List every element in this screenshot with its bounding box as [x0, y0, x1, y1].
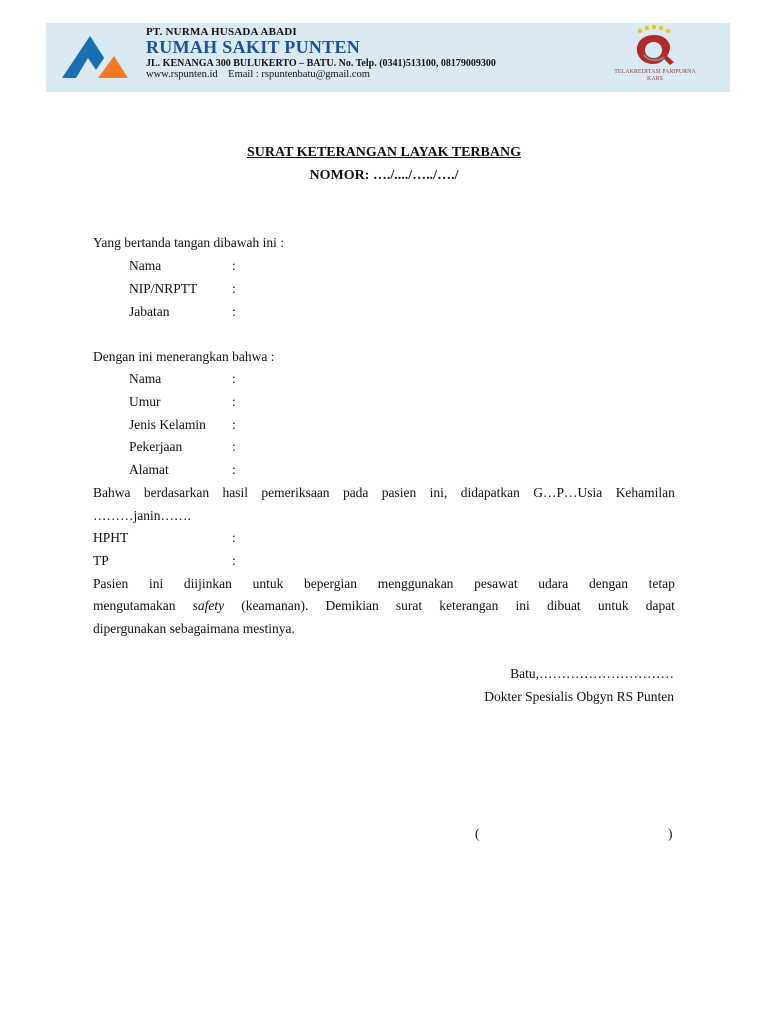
permit-line-3: dipergunakan sebagaimana mestinya.: [93, 621, 295, 636]
colon: :: [232, 439, 236, 454]
colon: :: [232, 304, 236, 319]
patient-intro: Dengan ini menerangkan bahwa :: [93, 349, 275, 364]
exam-line-1: [93, 485, 675, 501]
signer-nip-label: NIP/NRPTT: [129, 281, 198, 296]
exam-text: [93, 485, 675, 501]
hpht-label: HPHT: [93, 530, 129, 545]
word: dengan: [588, 576, 628, 591]
colon: :: [232, 394, 236, 409]
signature-close-paren: ): [668, 826, 673, 841]
word: udara: [538, 576, 569, 591]
letterhead: [46, 23, 730, 92]
patient-address-label: Alamat: [129, 462, 169, 477]
word: surat: [395, 598, 423, 613]
exam-line-2: ………janin…….: [93, 508, 191, 523]
word: tetap: [648, 576, 675, 591]
word: bepergian: [304, 576, 358, 591]
word: hasil: [222, 485, 248, 500]
word: (keamanan).: [241, 598, 309, 613]
signer-name-label: Nama: [129, 258, 162, 273]
patient-name-label: Nama: [129, 371, 162, 386]
word: untuk: [597, 598, 629, 613]
patient-gender-label: Jenis Kelamin: [129, 417, 206, 432]
word: dapat: [645, 598, 675, 613]
word: dibuat: [546, 598, 581, 613]
colon: :: [232, 530, 236, 545]
word: ini,: [429, 485, 448, 500]
permit-text-2: [93, 598, 675, 614]
company-name: PT. NURMA HUSADA ABADI: [146, 26, 297, 38]
word: pada: [342, 485, 369, 500]
website: www.rspunten.id: [146, 69, 218, 80]
kars-accreditation-icon: [620, 25, 688, 69]
accreditation-label: TELAKREDITASI PARIPURNA KARS: [614, 69, 696, 82]
permit-line-2: [93, 598, 675, 614]
word: menggunakan: [377, 576, 454, 591]
word: keterangan: [439, 598, 499, 613]
signature-open-paren: (: [475, 826, 480, 841]
word: berdasarkan: [143, 485, 210, 500]
safety-word: safety: [192, 598, 225, 613]
word: Kehamilan: [615, 485, 675, 500]
email: Email : rspuntenbatu@gmail.com: [228, 69, 370, 80]
hospital-address: JL. KENANGA 300 BULUKERTO – BATU. No. Telp. (0341)513100, 08179009300: [146, 58, 496, 69]
colon: :: [232, 281, 236, 296]
signer-position-label: Jabatan: [129, 304, 170, 319]
patient-occupation-label: Pekerjaan: [129, 439, 183, 454]
colon: :: [232, 462, 236, 477]
word: pemeriksaan: [261, 485, 330, 500]
colon: :: [232, 553, 236, 568]
document-number: NOMOR: …./..../…../…./: [309, 168, 459, 183]
word: pasien: [381, 485, 417, 500]
colon: :: [232, 258, 236, 273]
place-date: Batu,…………………………: [510, 666, 674, 681]
colon: :: [232, 417, 236, 432]
document-title: SURAT KETERANGAN LAYAK TERBANG: [247, 145, 521, 160]
word: didapatkan: [460, 485, 520, 500]
word: Pasien: [93, 576, 129, 591]
word: untuk: [252, 576, 284, 591]
word: pesawat: [474, 576, 518, 591]
word: ini: [148, 576, 164, 591]
word: Demikian: [325, 598, 379, 613]
word: mengutamakan: [93, 598, 176, 613]
word: Bahwa: [93, 485, 131, 500]
word: diijinkan: [183, 576, 232, 591]
signer-title: Dokter Spesialis Obgyn RS Punten: [484, 689, 674, 704]
mountain-logo-icon: [60, 30, 130, 80]
signer-intro: Yang bertanda tangan dibawah ini :: [93, 235, 284, 250]
hospital-name: RUMAH SAKIT PUNTEN: [146, 37, 361, 57]
contact-line: [146, 69, 370, 80]
tp-label: TP: [93, 553, 109, 568]
permit-text: [93, 576, 675, 592]
word: ini: [515, 598, 530, 613]
word: G…P…Usia: [533, 485, 603, 500]
permit-line-1: [93, 576, 675, 592]
colon: :: [232, 371, 236, 386]
patient-age-label: Umur: [129, 394, 161, 409]
